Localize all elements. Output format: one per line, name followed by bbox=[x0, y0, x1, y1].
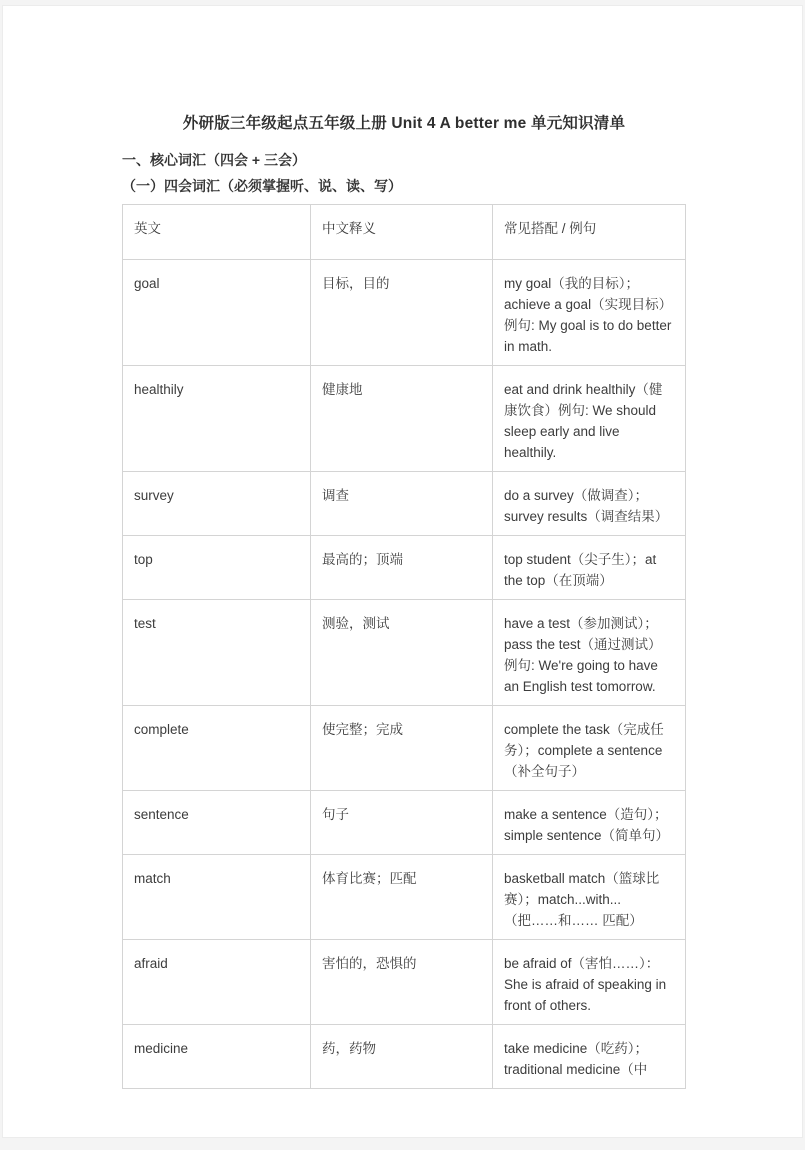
vocab-table bbox=[122, 204, 686, 1089]
chinese-cell: 体育比赛；匹配 bbox=[311, 855, 493, 940]
english-cell: goal bbox=[123, 260, 311, 366]
chinese-cell: 目标，目的 bbox=[311, 260, 493, 366]
usage-cell: take medicine（吃药）；traditional medicine（中 bbox=[493, 1025, 686, 1089]
english-cell: match bbox=[123, 855, 311, 940]
english-cell: healthily bbox=[123, 366, 311, 472]
chinese-cell: 健康地 bbox=[311, 366, 493, 472]
usage-cell: eat and drink healthily（健康饮食）例句: We should sleep early and live healthily. bbox=[493, 366, 686, 472]
chinese-cell: 最高的；顶端 bbox=[311, 536, 493, 600]
english-cell: medicine bbox=[123, 1025, 311, 1089]
table-row bbox=[123, 600, 686, 706]
usage-cell: be afraid of（害怕……）：She is afraid of speaking in front of others. bbox=[493, 940, 686, 1025]
table-row bbox=[123, 366, 686, 472]
chinese-cell: 句子 bbox=[311, 791, 493, 855]
column-header-chinese-meaning: 中文释义 bbox=[311, 205, 493, 260]
section-heading-core-vocab: 一、核心词汇（四会 + 三会） bbox=[122, 152, 306, 168]
table-row bbox=[123, 260, 686, 366]
document-content bbox=[122, 6, 686, 1089]
english-cell: test bbox=[123, 600, 311, 706]
usage-cell: do a survey（做调查）；survey results（调查结果） bbox=[493, 472, 686, 536]
english-cell: afraid bbox=[123, 940, 311, 1025]
english-cell: top bbox=[123, 536, 311, 600]
table-header-row bbox=[123, 205, 686, 260]
column-header-collocations-examples: 常见搭配 / 例句 bbox=[493, 205, 686, 260]
usage-cell: make a sentence（造句）；simple sentence（简单句） bbox=[493, 791, 686, 855]
english-cell: sentence bbox=[123, 791, 311, 855]
vocab-table-body bbox=[123, 260, 686, 1089]
chinese-cell: 调查 bbox=[311, 472, 493, 536]
column-header-english: 英文 bbox=[123, 205, 311, 260]
usage-cell: have a test（参加测试）；pass the test（通过测试）例句: We're going to have an English test tomorrow. bbox=[493, 600, 686, 706]
document-page bbox=[2, 5, 803, 1138]
subsection-heading-four-skills-vocab: （一）四会词汇（必须掌握听、说、读、写） bbox=[122, 178, 402, 194]
chinese-cell: 害怕的，恐惧的 bbox=[311, 940, 493, 1025]
english-cell: complete bbox=[123, 706, 311, 791]
table-row bbox=[123, 472, 686, 536]
table-row bbox=[123, 706, 686, 791]
page-title: 外研版三年级起点五年级上册 Unit 4 A better me 单元知识清单 bbox=[182, 115, 626, 132]
usage-cell: my goal（我的目标）；achieve a goal（实现目标）例句: My goal is to do better in math. bbox=[493, 260, 686, 366]
table-row bbox=[123, 855, 686, 940]
chinese-cell: 使完整；完成 bbox=[311, 706, 493, 791]
usage-cell: top student（尖子生）；at the top（在顶端） bbox=[493, 536, 686, 600]
chinese-cell: 药，药物 bbox=[311, 1025, 493, 1089]
table-row bbox=[123, 791, 686, 855]
english-cell: survey bbox=[123, 472, 311, 536]
usage-cell: complete the task（完成任务）；complete a sentence（补全句子） bbox=[493, 706, 686, 791]
chinese-cell: 测验，测试 bbox=[311, 600, 493, 706]
table-row bbox=[123, 940, 686, 1025]
table-row bbox=[123, 536, 686, 600]
table-row bbox=[123, 1025, 686, 1089]
usage-cell: basketball match（篮球比赛）；match...with...（把……和…… 匹配） bbox=[493, 855, 686, 940]
